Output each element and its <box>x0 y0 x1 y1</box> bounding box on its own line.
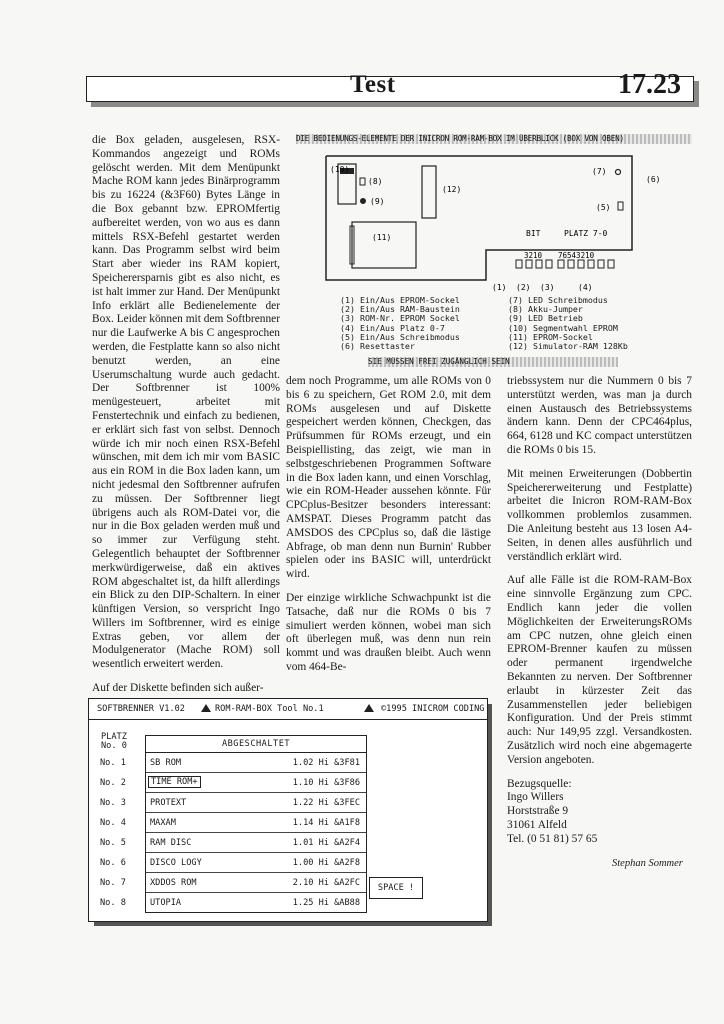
figure-caption-top: DIE BEDIENUNGS-ELEMENTE DER INICRON ROM-RAM-BOX IM ÜBERBLICK (BOX VON OBEN) <box>296 134 692 144</box>
platz-header <box>101 733 127 751</box>
paragraph: dem noch Programme, um alle ROMs von 0 bis 6 zu speichern, Get ROM 2.0, mit dem ROMs ausgelesen und auf Diskette gespeichert werden können, Checkgen, das Prüfsummen für ROMs erzeugt, und ein Beispiellisting, das zeigt, wie man in selbstgeschriebenen Programmen Software in die Box laden kann, und einen Vorschlag, wie ein ROM-Header aussehen könnte. Für CPCplus-Besitzer besonders interessant: AMSPAT. Dieses Programm patcht das AMSDOS des CPCplus so, daß die lästige Abfrage, ob man denn nun Burnin' Rubber spielen oder ins BASIC will, unterdrückt wird. <box>286 375 491 581</box>
label-10: (10) <box>330 165 350 174</box>
warning-icon <box>364 699 374 719</box>
paragraph: die Box geladen, ausgelesen, RSX-Kommandos angezeigt und ROMs gelöscht werden. Mit dem Menüpunkt Mache ROM kann jedes Binärprogramm bis zu 16224 (&3F60) Bytes Länge in die Box gebannt bzw. EPROMfertig aufbereitet werden, von wo aus es dann mittels RSX-Befehl gestartet werden kann. Das Programm selbst wird beim Start aber wieder ins RAM kopiert, Speicherersparnis gibt es also nicht, es ist halt immer zur Hand. Der Menüpunkt Info erklärt alle Bedienelemente der Box. Leider können mit dem Softbrenner nur die Laufwerke A bis C angesprochen werden, die Festplatte kann so also nicht benutzt werden, an eine Userumschaltung wurde auch gedacht. Der Softbrenner ist 100% menügesteuert, arbeitet mit Fenstertechnik und einfach zu bedienen, er erklärt sich fast von selbst. Dennoch würde ich mir noch einen RSX-Befehl wünschen, mit dem ich mir vom BASIC aus ein ROM in die Box laden kann, um nicht jedesmal den Softbrenner aufrufen zu müssen. Der Softbrenner liegt übrigens auch als ROM-Datei vor, die nur in die Box geladen werden muß und so immer zur Verfügung steht. Gelegentlich behauptet der Softbrenner merkwürdigerweise, daß ein aktives ROM abgeschaltet ist, da hilft allerdings ein Blick zu den DIP-Schaltern. In einer künftigen Version, so verspricht Ingo Willers im Softbrenner, wird es einige Extras geben, vor allem der Modulgenerator (Mache ROM) soll wesentlich erweitert werden. <box>92 134 280 671</box>
label-bits-a: 3210 <box>524 251 543 260</box>
slot-number: No. 8 <box>100 898 126 908</box>
slot-row[interactable] <box>100 853 366 873</box>
warning-icon <box>201 699 211 719</box>
rom-name: RAM DISC <box>150 838 192 848</box>
copyright: ©1995 INICROM CODING <box>381 704 485 714</box>
label-8: (8) <box>368 177 383 186</box>
legend-item: (6) Resettaster <box>340 341 415 352</box>
slot-row[interactable] <box>100 793 366 813</box>
legend-item: (5) Ein/Aus Schreibmodus <box>340 331 460 342</box>
label-platz: PLATZ 7-0 <box>564 229 608 238</box>
legend-left <box>340 296 460 351</box>
legend-item: (9) LED Betrieb <box>508 313 583 324</box>
label-5: (5) <box>596 203 611 212</box>
slot-number: No. 6 <box>100 858 126 868</box>
label-1: (1) <box>492 283 507 292</box>
softbrenner-screenshot <box>88 698 488 922</box>
legend-item: (3) ROM-Nr. EPROM Sockel <box>340 313 460 324</box>
rom-name: MAXAM <box>150 818 176 828</box>
dip-switch-row <box>516 260 614 268</box>
legend-item: (1) Ein/Aus EPROM-Sockel <box>340 295 460 305</box>
section-title: Test <box>350 71 396 98</box>
eprom-socket <box>352 222 416 268</box>
legend-item: (10) Segmentwahl EPROM <box>508 322 618 333</box>
legend-item: (7) LED Schreibmodus <box>508 295 608 305</box>
label-9: (9) <box>370 197 385 206</box>
slot-number: No. 5 <box>100 838 126 848</box>
legend-item: (11) EPROM-Sockel <box>508 331 593 342</box>
rom-name: DISCO LOGY <box>150 858 202 868</box>
board-diagram <box>296 146 692 294</box>
author-signature: Stephan Sommer <box>612 858 683 869</box>
legend-item: (4) Ein/Aus Platz 0-7 <box>340 322 445 333</box>
label-6: (6) <box>646 175 661 184</box>
led-betrieb <box>360 198 366 204</box>
address-phone: Tel. (0 51 81) 57 65 <box>507 832 598 845</box>
legend-item: (12) Simulator-RAM 128Kb <box>508 341 628 352</box>
slot-number: No. 4 <box>100 818 126 828</box>
label-4: (4) <box>578 283 593 292</box>
rom-name: SB ROM <box>150 758 182 768</box>
legend-right <box>508 296 628 351</box>
rom-version: 2.10 Hi &A2FC <box>292 878 360 888</box>
tool-name: ROM-RAM-BOX Tool No.1 <box>215 704 324 714</box>
label-11: (11) <box>372 233 392 242</box>
article-column-1 <box>92 134 280 706</box>
page-number: 17.23 <box>618 69 681 100</box>
board-outline <box>326 156 632 280</box>
label-bits-b: 76543210 <box>558 251 595 260</box>
paragraph: Auf der Diskette befinden sich außer- <box>92 682 264 695</box>
slot-row[interactable] <box>100 753 366 773</box>
slot-number: No. 1 <box>100 758 126 768</box>
label-3: (3) <box>540 283 555 292</box>
rom-version: 1.22 Hi &3FEC <box>292 798 360 808</box>
legend-item: (2) Ein/Aus RAM-Baustein <box>340 304 460 315</box>
article-column-3 <box>507 375 692 857</box>
screen-titlebar <box>89 699 487 720</box>
rom-version: 1.02 Hi &3F81 <box>292 758 360 768</box>
status-header: ABGESCHALTET <box>146 736 366 753</box>
slot-row[interactable] <box>100 813 366 833</box>
rom-version: 1.10 Hi &3F86 <box>292 778 360 788</box>
address-street: Horststraße 9 <box>507 805 569 818</box>
rom-version: 1.01 Hi &A2F4 <box>292 838 360 848</box>
slot-row[interactable] <box>100 833 366 853</box>
space-button[interactable]: SPACE ! <box>369 877 423 899</box>
platz-label: PLATZ <box>101 732 127 742</box>
platz-no-0: No. 0 <box>101 741 127 751</box>
label-2: (2) <box>516 283 531 292</box>
program-name: SOFTBRENNER V1.02 <box>97 704 185 714</box>
slot-number: No. 7 <box>100 878 126 888</box>
slot-row[interactable] <box>100 873 366 893</box>
rom-name: TIME ROM+ <box>148 776 201 788</box>
slot-number: No. 3 <box>100 798 126 808</box>
led-schreibmodus <box>616 170 621 175</box>
label-7: (7) <box>592 167 607 176</box>
rom-name: UTOPIA <box>150 898 182 908</box>
paragraph: triebssystem nur die Nummern 0 bis 7 unterstützt werden, was man ja durch einen Austausch des Betriebssystems ändern kann. Denn der CPC464plus, 664, 6128 und KC compact unterstützen die ROMs 0 bis 15. <box>507 375 692 456</box>
figure-caption-bottom: SIE MÜSSEN FREI ZUGÄNGLICH SEIN <box>368 357 618 367</box>
address-name: Ingo Willers <box>507 791 564 804</box>
slot-row[interactable] <box>100 893 366 912</box>
schreibmodus-switch <box>618 202 623 210</box>
label-bit: BIT <box>526 229 541 238</box>
rom-version: 1.14 Hi &A1F8 <box>292 818 360 828</box>
address-block <box>507 778 692 847</box>
akku-jumper <box>360 178 365 185</box>
address-label: Bezugsquelle: <box>507 777 572 790</box>
slot-row[interactable] <box>100 773 366 793</box>
rom-version: 1.00 Hi &A2F8 <box>292 858 360 868</box>
rom-version: 1.25 Hi &AB88 <box>292 898 360 908</box>
paragraph: Mit meinen Erweiterungen (Dobbertin Speichererweiterung und Festplatte) arbeitet die Inicron ROM-RAM-Box vollkommen problemlos zusammen. Die Anleitung besteht aus 13 losen A4-Seiten, in denen alles ausführlich und verständlich erklärt wird. <box>507 467 692 563</box>
legend-item: (8) Akku-Jumper <box>508 304 583 315</box>
address-city: 31061 Alfeld <box>507 818 567 831</box>
rom-name: PROTEXT <box>150 798 187 808</box>
rom-name: XDDOS ROM <box>150 878 197 888</box>
slot-number: No. 2 <box>100 778 126 788</box>
simulator-ram-chip <box>422 166 436 218</box>
label-12: (12) <box>442 185 462 194</box>
paragraph: Der einzige wirkliche Schwachpunkt ist die Tatsache, daß nur die ROMs 0 bis 7 simuliert werden können, wobei man sich oft überlegen muß, was denn nun rein kommt und was draußen bleibt. Auch wenn vom 464-Be- <box>286 591 491 673</box>
paragraph: Auf alle Fälle ist die ROM-RAM-Box eine sinnvolle Ergänzung zum CPC. Endlich kann jeder die vollen Möglichkeiten der ErweiterungsROMs am CPC nutzen, ohne gleich einen EPROM-Brenner kaufen zu müssen oder permanent irgendwelche Bekannten zu nerven. Der Softbrenner erlaubt in kürzester Zeit das Zusammenstellen jeder beliebigen Konfiguration. Und der Preis stimmt auch: Nur 149,95 zzgl. Versandkosten. Zusätzlich wird noch eine abgemagerte Version angeboten. <box>507 574 692 766</box>
article-column-2 <box>286 375 491 685</box>
